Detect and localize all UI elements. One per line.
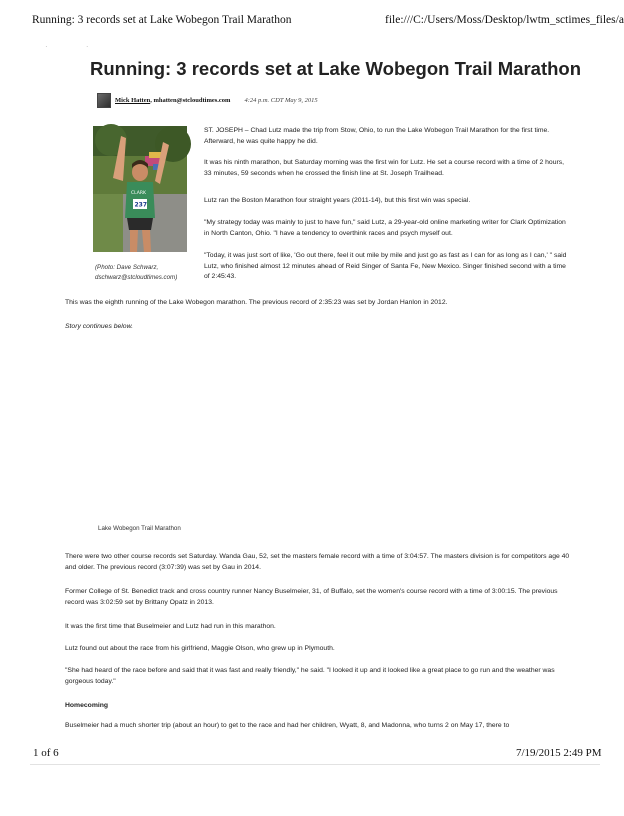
body-paragraph: There were two other course records set Saturday. Wanda Gau, 52, set the masters female record with a time of 3:04:57. The masters division is for competitors age 40 and older. The previous record (3:07:39) was set by Gau in 2014.	[65, 553, 570, 571]
article-timestamp: 4:24 p.m. CDT May 9, 2015	[244, 96, 318, 104]
body-paragraph: Buselmeier had a much shorter trip (about an hour) to get to the race and had her children, Wyatt, 8, and Madonna, who turns 2 on May 17, there to	[65, 722, 510, 729]
print-header-url: file:///C:/Users/Moss/Desktop/lwtm_sctimes_files/a	[385, 14, 624, 26]
author-name-link[interactable]: Mick Hatten	[115, 96, 151, 104]
body-paragraph: "My strategy today was mainly to just to have fun," said Lutz, a 29-year-old online marketing writer for Clark Optimization in North Canton, Ohio. "I have a tendency to overthink races and psych myself out.	[204, 219, 566, 237]
author-avatar	[97, 93, 111, 108]
bib-number: 237	[134, 201, 148, 209]
author-credit	[115, 97, 230, 104]
print-header-title: Running: 3 records set at Lake Wobegon Trail Marathon	[32, 14, 292, 26]
body-paragraph: Lutz ran the Boston Marathon four straight years (2011-14), but this first win was special.	[204, 197, 471, 204]
body-paragraph: "Today, it was just sort of like, 'Go out there, feel it out mile by mile and just go as fast as I can for as long as I can,' " said Lutz, who finished almost 12 minutes ahead of Reid Singer of Santa Fe, New Mexico. Singer finished second with a time of 2:45:43.	[204, 252, 567, 280]
body-paragraph: "She had heard of the race before and said that it was fast and really friendly," he said. "I looked it up and it looked like a great place to go run and the weather was gorgeous today."	[65, 667, 555, 685]
body-paragraph: Lutz found out about the race from his girlfriend, Maggie Olson, who grew up in Plymouth.	[65, 645, 335, 652]
print-footer-datetime: 7/19/2015 2:49 PM	[516, 747, 602, 759]
photo-caption-line1: (Photo: Dave Schwarz,	[95, 264, 159, 271]
body-paragraph: ST. JOSEPH – Chad Lutz made the trip from Stow, Ohio, to run the Lake Wobegon Trail Marathon for the first time. Afterward, he was quite happy he did.	[204, 127, 550, 145]
article-photo-runner[interactable]	[93, 126, 187, 252]
embedded-photo-label: Lake Wobegon Trail Marathon	[98, 525, 181, 532]
byline	[97, 93, 318, 107]
story-continues-note: Story continues below.	[65, 323, 134, 330]
photo-caption	[95, 263, 205, 283]
print-footer-page-number: 1 of 6	[33, 747, 59, 759]
scan-specks: · ·	[45, 42, 107, 51]
jersey-text: CLARK	[131, 191, 146, 196]
body-paragraph: It was the first time that Buselmeier and Lutz had run in this marathon.	[65, 623, 276, 630]
body-paragraph: It was his ninth marathon, but Saturday morning was the first win for Lutz. He set a course record with a time of 2 hours, 33 minutes, 59 seconds when he crossed the finish line at St. Joseph Trailhead.	[204, 159, 565, 177]
photo-caption-line2: dschwarz@stcloudtimes.com)	[95, 274, 178, 281]
section-subhead: Homecoming	[65, 702, 109, 709]
scan-divider	[30, 764, 600, 765]
body-paragraph-eighth-running: This was the eighth running of the Lake Wobegon marathon. The previous record of 2:35:23 was set by Jordan Hanlon in 2012.	[65, 299, 448, 306]
body-paragraph: Former College of St. Benedict track and cross country runner Nancy Buselmeier, 31, of Buffalo, set the women's course record with a time of 3:00:15. The previous record was 3:02:59 set by Brittany Opatz in 2013.	[65, 588, 558, 606]
author-email: , mhatten@stcloudtimes.com	[150, 96, 231, 104]
article-headline: Running: 3 records set at Lake Wobegon Trail Marathon	[90, 58, 582, 79]
